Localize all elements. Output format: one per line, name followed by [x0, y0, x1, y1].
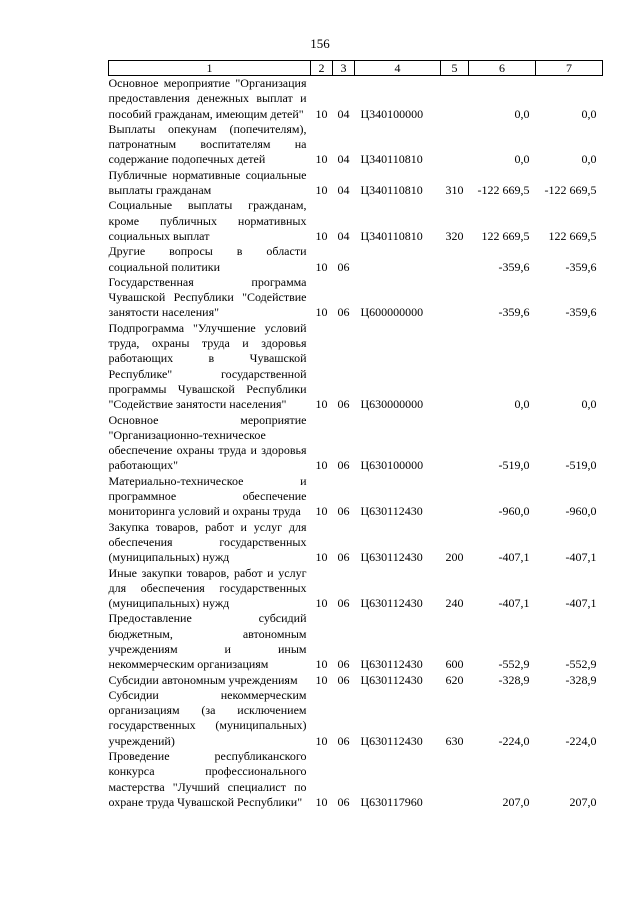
row-amount-col7: -552,9 [565, 657, 597, 672]
table-row [109, 321, 603, 413]
row-amount-col7: -519,0 [565, 458, 597, 473]
row-name: Закупка товаров, работ и услуг для обеспечения государственных (муниципальных) нужд [108, 519, 307, 565]
row-target-code: Ц630117960 [360, 794, 423, 809]
table-row [109, 688, 603, 749]
row-amount-col6: 122 669,5 [481, 228, 530, 243]
table-row [109, 474, 603, 520]
row-name: Публичные нормативные социальные выплаты гражданам [108, 167, 307, 198]
row-amount-col7: 0,0 [581, 152, 597, 167]
header-col-7: 7 [536, 61, 603, 76]
row-target-code: Ц630112430 [360, 550, 423, 565]
row-section: 10 [315, 550, 328, 565]
row-amount-col7: -359,6 [565, 305, 597, 320]
table-row [109, 76, 603, 122]
row-expense-type [441, 413, 469, 474]
header-col-3: 3 [333, 61, 355, 76]
row-amount-col7: -407,1 [565, 596, 597, 611]
table-row [109, 673, 603, 688]
row-subsection: 06 [337, 733, 350, 748]
table-row [109, 168, 603, 199]
row-target-code: Ц600000000 [360, 305, 424, 320]
row-target-code: Ц340110810 [360, 152, 423, 167]
row-target-code: Ц630112430 [360, 657, 423, 672]
header-col-1: 1 [109, 61, 311, 76]
row-name: Основное мероприятие "Организация предоставления денежных выплат и пособий гражданам, имеющим детей" [108, 76, 307, 121]
row-target-code: Ц630100000 [360, 458, 424, 473]
row-amount-col6: -122 669,5 [477, 183, 530, 198]
row-target-code: Ц340110810 [360, 183, 423, 198]
row-section: 10 [315, 259, 328, 274]
row-subsection: 04 [337, 228, 350, 243]
row-subsection: 06 [337, 458, 350, 473]
row-amount-col7: -122 669,5 [544, 183, 597, 198]
row-subsection: 06 [337, 672, 350, 687]
row-name: Иные закупки товаров, работ и услуг для обеспечения государственных (муниципальных) нужд [108, 565, 307, 611]
row-subsection: 04 [337, 152, 350, 167]
row-section: 10 [315, 794, 328, 809]
row-expense-type: 630 [445, 733, 464, 748]
row-amount-col6: -519,0 [498, 458, 530, 473]
row-target-code: Ц630112430 [360, 672, 423, 687]
row-amount-col6: -407,1 [498, 550, 530, 565]
row-amount-col6: -359,6 [498, 259, 530, 274]
row-name: Государственная программа Чувашской Республики "Содействие занятости населения" [108, 274, 307, 320]
row-target-code [355, 244, 441, 275]
row-subsection: 06 [337, 794, 350, 809]
row-subsection: 06 [337, 504, 350, 519]
row-amount-col6: 207,0 [502, 794, 530, 809]
row-section: 10 [315, 152, 328, 167]
row-section: 10 [315, 397, 328, 412]
row-section: 10 [315, 458, 328, 473]
row-amount-col7: -224,0 [565, 733, 597, 748]
row-name: Субсидии некоммерческим организациям (за исключением государственных (муниципальных) учреждений) [108, 687, 307, 748]
row-amount-col6: -224,0 [498, 733, 530, 748]
row-expense-type [441, 321, 469, 413]
row-amount-col7: 207,0 [569, 794, 597, 809]
table-row [109, 275, 603, 321]
row-amount-col6: -960,0 [498, 504, 530, 519]
row-name: Предоставление субсидий бюджетным, автономным учреждениям и иным некоммерческим организациям [108, 611, 307, 672]
table-header-row [109, 61, 603, 76]
row-subsection: 06 [337, 657, 350, 672]
row-amount-col7: 122 669,5 [548, 228, 597, 243]
row-amount-col7: -407,1 [565, 550, 597, 565]
row-subsection: 06 [337, 305, 350, 320]
row-amount-col7: -328,9 [565, 672, 597, 687]
row-target-code: Ц630000000 [360, 397, 424, 412]
row-section: 10 [315, 228, 328, 243]
row-name: Материально-техническое и программное обеспечение мониторинга условий и охраны труда [108, 473, 307, 519]
row-expense-type: 200 [445, 550, 464, 565]
row-section: 10 [315, 183, 328, 198]
row-amount-col6: -359,6 [498, 305, 530, 320]
row-amount-col6: 0,0 [514, 152, 530, 167]
row-expense-type [441, 474, 469, 520]
row-expense-type [441, 244, 469, 275]
row-section: 10 [315, 733, 328, 748]
row-target-code: Ц630112430 [360, 596, 423, 611]
row-subsection: 04 [337, 106, 350, 121]
row-amount-col6: 0,0 [514, 397, 530, 412]
row-expense-type [441, 76, 469, 122]
header-col-4: 4 [355, 61, 441, 76]
row-amount-col7: -960,0 [565, 504, 597, 519]
row-section: 10 [315, 657, 328, 672]
row-expense-type: 240 [445, 596, 464, 611]
row-expense-type [441, 275, 469, 321]
table-row [109, 198, 603, 244]
row-name: Выплаты опекунам (попечителям), патронатным воспитателям на содержание подопечных детей [108, 121, 307, 167]
row-target-code: Ц340100000 [360, 106, 424, 121]
header-col-6: 6 [469, 61, 536, 76]
table-row [109, 566, 603, 612]
row-expense-type [441, 122, 469, 168]
row-expense-type: 320 [445, 228, 464, 243]
row-amount-col7: -359,6 [565, 259, 597, 274]
row-amount-col6: -552,9 [498, 657, 530, 672]
row-expense-type: 310 [445, 183, 464, 198]
row-subsection: 06 [337, 397, 350, 412]
row-section: 10 [315, 672, 328, 687]
row-amount-col6: -328,9 [498, 672, 530, 687]
row-name: Субсидии автономным учреждениям [108, 672, 298, 687]
table-row [109, 611, 603, 672]
row-section: 10 [315, 106, 328, 121]
budget-table [108, 60, 603, 810]
header-col-2: 2 [311, 61, 333, 76]
row-subsection: 06 [337, 596, 350, 611]
row-target-code: Ц630112430 [360, 504, 423, 519]
row-expense-type [441, 749, 469, 810]
table-row [109, 244, 603, 275]
row-target-code: Ц340110810 [360, 228, 423, 243]
header-col-5: 5 [441, 61, 469, 76]
row-subsection: 06 [337, 550, 350, 565]
table-row [109, 413, 603, 474]
row-amount-col7: 0,0 [581, 397, 597, 412]
row-subsection: 04 [337, 183, 350, 198]
row-target-code: Ц630112430 [360, 733, 423, 748]
table-row [109, 520, 603, 566]
row-name: Другие вопросы в области социальной политики [108, 244, 307, 274]
row-section: 10 [315, 504, 328, 519]
row-subsection: 06 [337, 259, 350, 274]
row-name: Подпрограмма "Улучшение условий труда, охраны труда и здоровья работающих в Чувашской Республике" государственной программы Чувашской Республики "Содействие занятости населения" [108, 320, 307, 412]
row-expense-type: 620 [445, 672, 464, 687]
row-name: Проведение республиканского конкурса профессионального мастерства "Лучший специалист по охране труда Чувашской Республики" [108, 749, 307, 809]
row-expense-type: 600 [445, 657, 464, 672]
row-section: 10 [315, 596, 328, 611]
row-amount-col6: -407,1 [498, 596, 530, 611]
row-amount-col6: 0,0 [514, 106, 530, 121]
row-name: Социальные выплаты гражданам, кроме публичных нормативных социальных выплат [108, 198, 307, 243]
row-section: 10 [315, 305, 328, 320]
page-number: 156 [310, 36, 330, 51]
row-name: Основное мероприятие "Организационно-техническое обеспечение охраны труда и здоровья работающих" [108, 412, 307, 473]
row-amount-col7: 0,0 [581, 106, 597, 121]
table-row [109, 749, 603, 810]
table-row [109, 122, 603, 168]
